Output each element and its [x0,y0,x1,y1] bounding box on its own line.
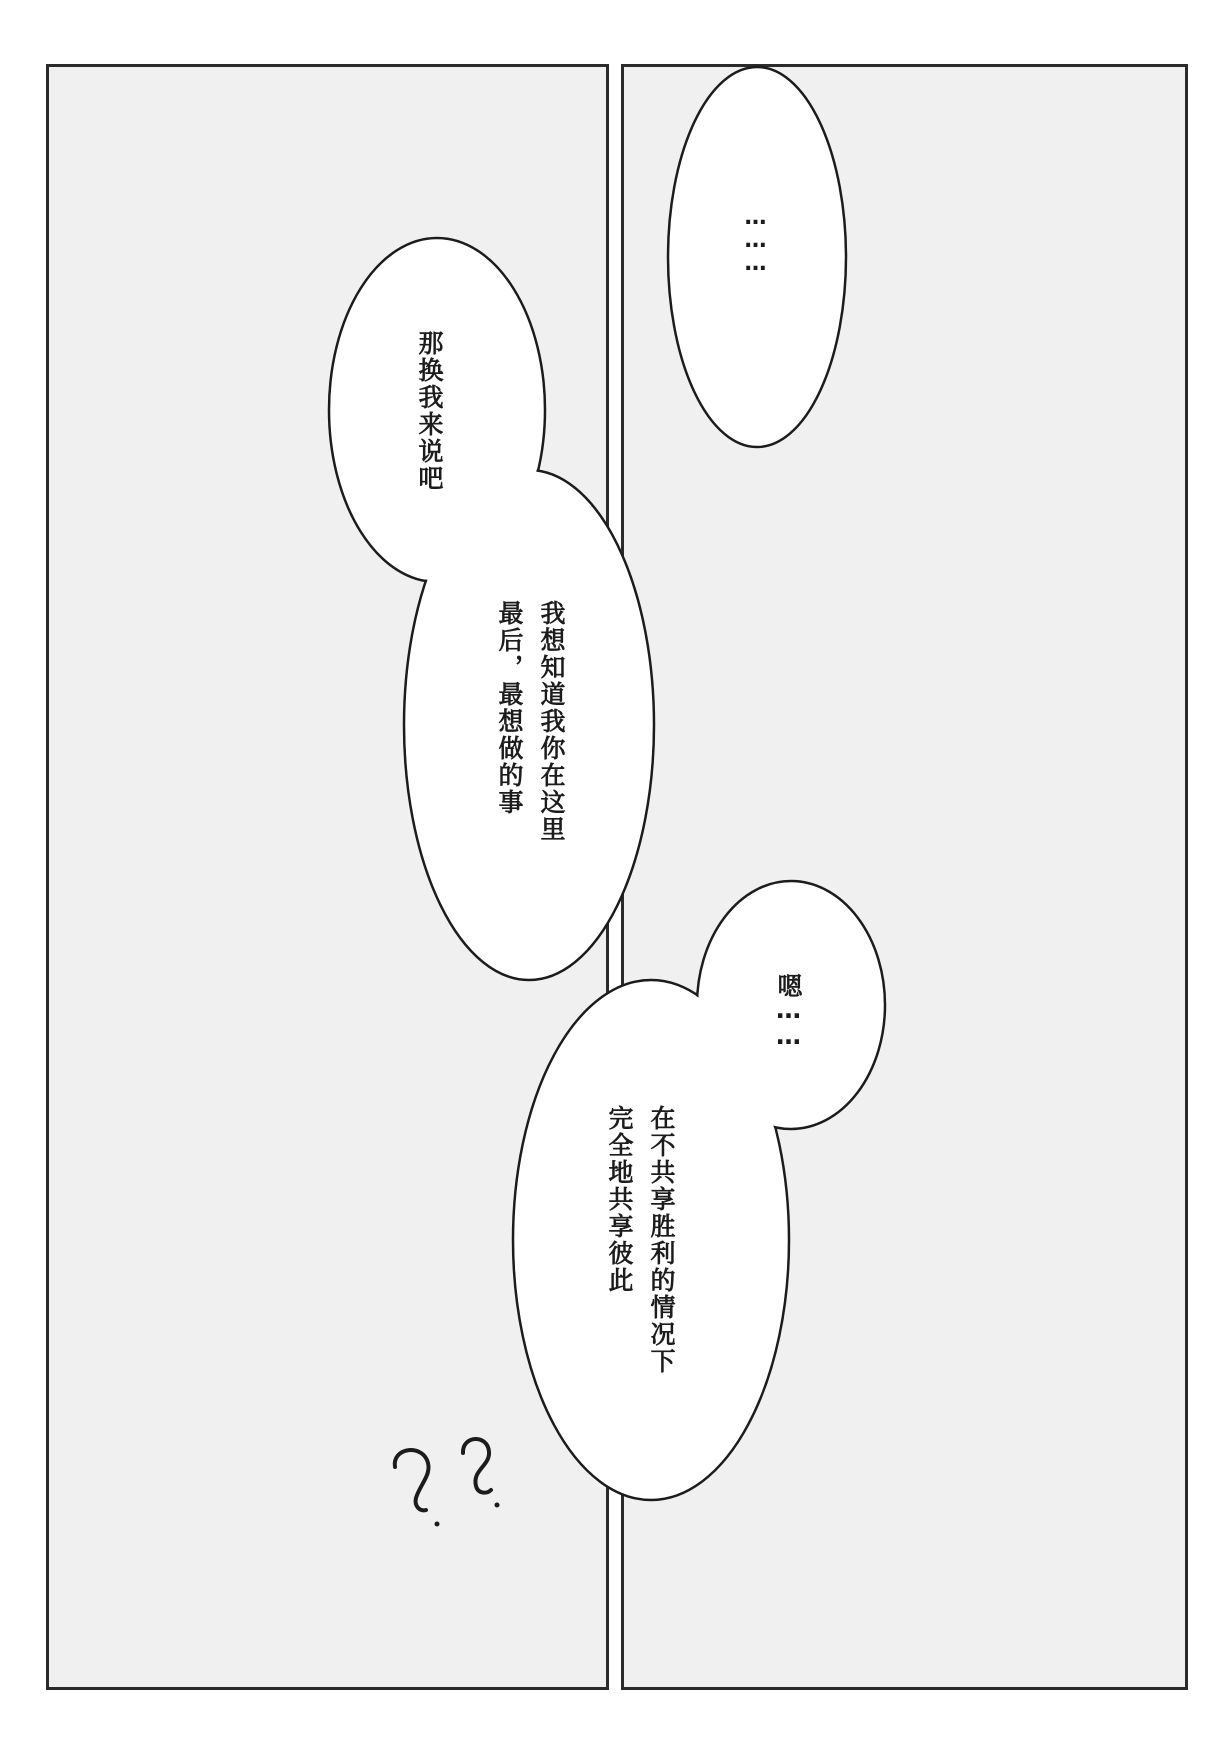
switch-speaker-line: 那换我来说吧 [415,330,444,492]
hmm-line: 嗯…… [774,973,803,1047]
switch-speaker-text [408,330,450,492]
ellipsis-top-text [735,205,775,274]
share-line-1: 在不共享胜利的情况下 [647,1105,676,1375]
share-line-2: 完全地共享彼此 [605,1105,634,1294]
want-to-know-text [488,600,572,843]
hmm-text [767,973,809,1047]
question-marks-sfx [395,1439,500,1527]
bubble-merged-bottom [513,881,885,1500]
ellipsis-top-line: ……… [743,205,768,274]
want-to-know-line-2: 最后，最想做的事 [495,600,524,816]
want-to-know-line-1: 我想知道我你在这里 [537,600,566,843]
share-text [598,1105,682,1375]
